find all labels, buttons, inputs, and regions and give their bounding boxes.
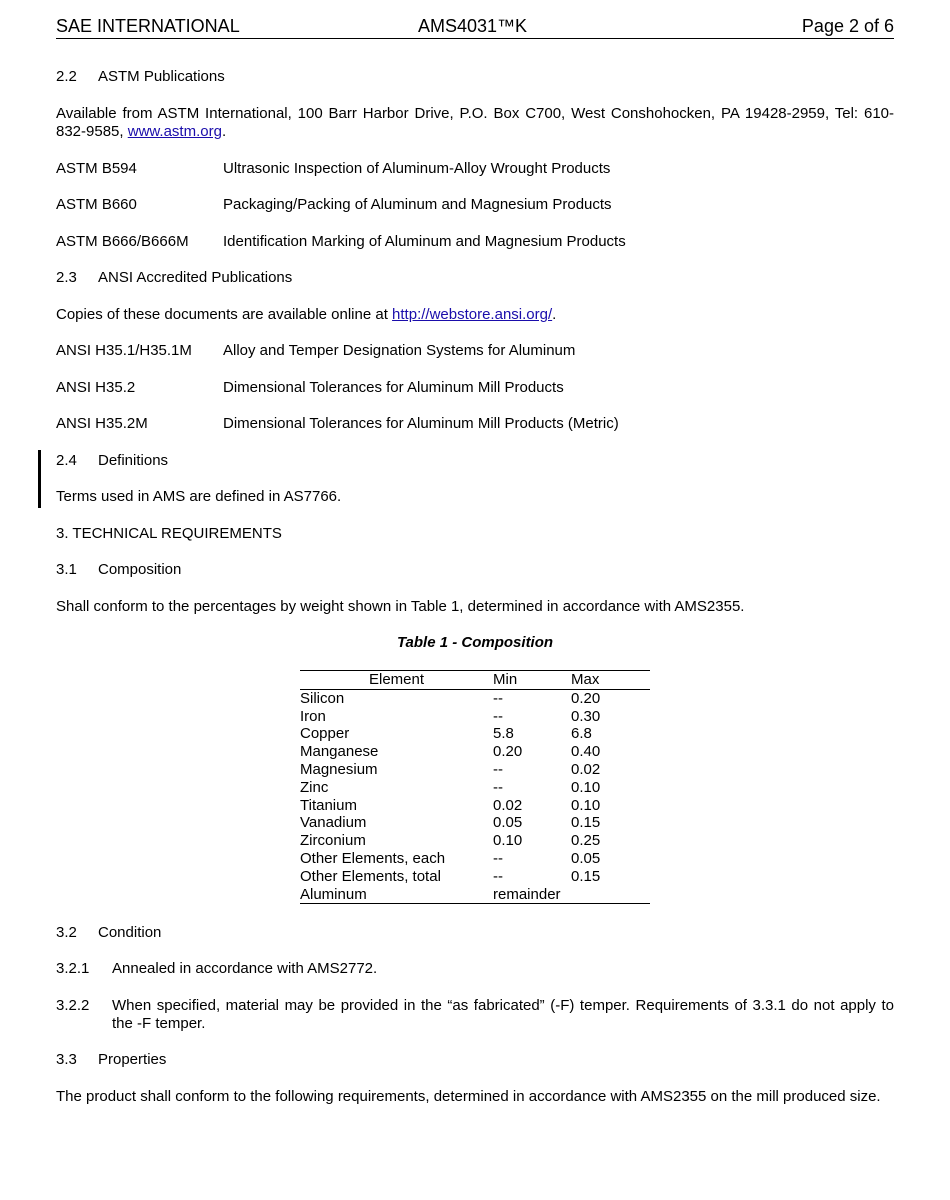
cell-max: 0.15 <box>571 814 601 832</box>
table-row <box>300 743 650 761</box>
table-row <box>300 708 650 726</box>
cell-min: 0.20 <box>493 743 523 761</box>
cell-max: 6.8 <box>571 725 592 743</box>
reference-astm-b594: ASTM B594 Ultrasonic Inspection of Aluminum-Alloy Wrought Products <box>56 160 611 177</box>
cell-min: -- <box>493 778 503 796</box>
section-heading-3: 3. TECHNICAL REQUIREMENTS <box>56 525 282 542</box>
cell-element: Zinc <box>300 778 329 796</box>
cell-element: Aluminum <box>300 886 493 904</box>
cell-element: Magnesium <box>300 760 378 778</box>
cell-element: Other Elements, each <box>300 849 446 867</box>
ansi-webstore-link[interactable]: http://webstore.ansi.org/ <box>392 306 553 323</box>
column-header-max: Max <box>571 671 650 690</box>
cell-min: 0.05 <box>493 814 523 832</box>
header-publisher: SAE INTERNATIONAL <box>56 16 240 36</box>
cell-min: -- <box>493 867 503 885</box>
section-heading-2-4: 2.4 Definitions <box>56 452 169 469</box>
reference-ansi-h35-2m: ANSI H35.2M Dimensional Tolerances for Aluminum Mill Products (Metric) <box>56 415 619 432</box>
cell-element: Other Elements, total <box>300 867 441 885</box>
table-row <box>300 725 650 743</box>
section-heading-3-3: 3.3 Properties <box>56 1051 167 1068</box>
paragraph-3-2-2: 3.2.2 When specified, material may be provided in the “as fabricated” (-F) temper. Requirements of 3.3.1 do not apply to the -F temper. <box>56 997 894 1032</box>
revision-change-bar <box>38 450 41 508</box>
composition-paragraph: Shall conform to the percentages by weight shown in Table 1, determined in accordance with AMS2355. <box>56 598 745 615</box>
properties-paragraph: The product shall conform to the following requirements, determined in accordance with AMS2355 on the mill produced size. <box>56 1088 881 1105</box>
cell-max: 0.05 <box>571 849 601 867</box>
cell-element: Copper <box>300 725 350 743</box>
cell-max: 0.30 <box>571 707 601 725</box>
table-row <box>300 832 650 850</box>
page-header <box>56 14 894 39</box>
composition-table <box>300 670 650 904</box>
reference-astm-b660: ASTM B660 Packaging/Packing of Aluminum and Magnesium Products <box>56 196 612 213</box>
column-header-element: Element <box>300 671 493 690</box>
cell-element: Zirconium <box>300 832 366 850</box>
section-heading-3-2: 3.2 Condition <box>56 924 162 941</box>
document-page <box>56 14 894 1105</box>
cell-max: 0.10 <box>571 796 601 814</box>
cell-max: 0.02 <box>571 760 601 778</box>
cell-element: Vanadium <box>300 814 367 832</box>
table-row <box>300 886 650 904</box>
table-caption: Table 1 - Composition <box>396 634 554 651</box>
section-heading-3-1: 3.1 Composition <box>56 561 182 578</box>
table-row <box>300 814 650 832</box>
table-row <box>300 850 650 868</box>
table-row <box>300 868 650 886</box>
cell-min: 0.10 <box>493 832 523 850</box>
cell-max: 0.25 <box>571 832 601 850</box>
table-header-row <box>300 671 650 690</box>
astm-website-link[interactable]: www.astm.org <box>127 123 222 140</box>
cell-max: 0.20 <box>571 689 601 707</box>
cell-min: remainder <box>493 886 571 904</box>
reference-ansi-h35-1: ANSI H35.1/H35.1M Alloy and Temper Designation Systems for Aluminum <box>56 342 576 359</box>
cell-element: Silicon <box>300 689 345 707</box>
cell-element: Titanium <box>300 796 357 814</box>
table-row <box>300 797 650 815</box>
cell-element: Manganese <box>300 743 379 761</box>
cell-min: 0.02 <box>493 796 523 814</box>
table-row <box>300 779 650 797</box>
cell-max: 0.10 <box>571 778 601 796</box>
ansi-availability-paragraph: Copies of these documents are available online at http://webstore.ansi.org/. <box>56 306 557 323</box>
table-row <box>300 761 650 779</box>
section-heading-2-2: 2.2 ASTM Publications <box>56 68 225 85</box>
reference-astm-b666: ASTM B666/B666M Identification Marking of Aluminum and Magnesium Products <box>56 233 626 250</box>
header-doc-number: AMS4031™K <box>418 16 528 36</box>
cell-element: Iron <box>300 707 326 725</box>
cell-max: 0.40 <box>571 743 601 761</box>
paragraph-3-2-1: 3.2.1 Annealed in accordance with AMS2772. <box>56 960 378 977</box>
definitions-paragraph: Terms used in AMS are defined in AS7766. <box>56 488 342 505</box>
column-header-min: Min <box>493 671 571 690</box>
section-heading-2-3: 2.3 ANSI Accredited Publications <box>56 269 293 286</box>
cell-min: -- <box>493 849 503 867</box>
cell-min: -- <box>493 689 503 707</box>
cell-min: -- <box>493 707 503 725</box>
cell-max <box>571 886 650 904</box>
header-page-number: Page 2 of 6 <box>801 16 894 36</box>
table-row <box>300 689 650 707</box>
reference-ansi-h35-2: ANSI H35.2 Dimensional Tolerances for Aluminum Mill Products <box>56 379 564 396</box>
cell-max: 0.15 <box>571 867 601 885</box>
cell-min: -- <box>493 760 503 778</box>
cell-min: 5.8 <box>493 725 514 743</box>
astm-availability-paragraph: Available from ASTM International, 100 Barr Harbor Drive, P.O. Box C700, West Conshohocken, PA 19428-2959, Tel: 610-832-9585, www.astm.org. <box>56 105 894 140</box>
